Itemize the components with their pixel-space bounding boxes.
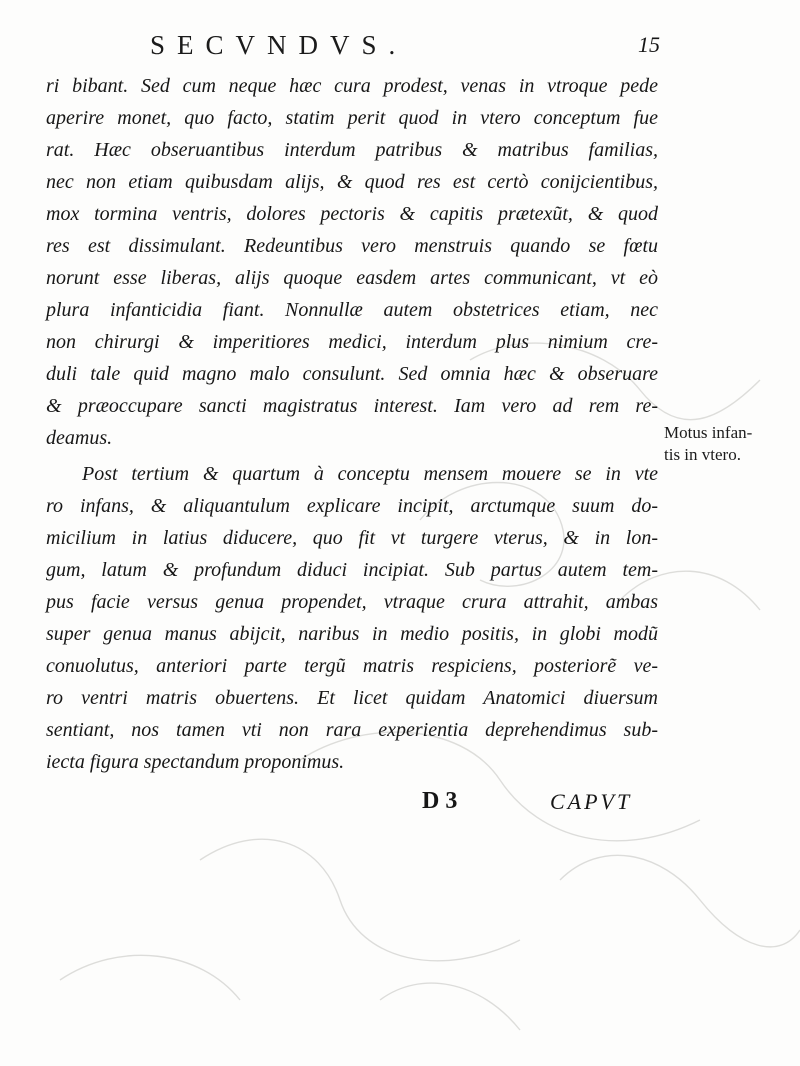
body-text bbox=[46, 70, 658, 778]
text-line: rat. Hæc obseruantibus interdum patribus & matribus familias, bbox=[46, 139, 658, 161]
text-line: conuolutus, anteriori parte tergũ matris respiciens, posteriorẽ ve- bbox=[46, 655, 658, 677]
running-title: SECVNDVS. bbox=[150, 30, 408, 60]
running-head bbox=[120, 20, 660, 70]
text-line: & præoccupare sancti magistratus interest. Iam vero ad rem re- bbox=[46, 395, 658, 417]
signature-mark: D 3 bbox=[422, 788, 458, 814]
marginal-note bbox=[664, 422, 794, 466]
text-line: ro ventri matris obuertens. Et licet quidam Anatomici diuersum bbox=[46, 687, 658, 709]
page-footer bbox=[420, 788, 680, 828]
text-line: ro infans, & aliquantulum explicare incipit, arctumque suum do- bbox=[46, 495, 658, 517]
text-line: non chirurgi & imperitiores medici, interdum plus nimium cre- bbox=[46, 331, 658, 353]
text-line: sentiant, nos tamen vti non rara experientia deprehendimus sub- bbox=[46, 719, 658, 741]
text-line: super genua manus abijcit, naribus in medio positis, in globi modũ bbox=[46, 623, 658, 645]
marginal-note-line: Motus infan- bbox=[664, 423, 753, 442]
text-line: gum, latum & profundum diduci incipiat. Sub partus autem tem- bbox=[46, 559, 658, 581]
text-line: res est dissimulant. Redeuntibus vero menstruis quando se fœtu bbox=[46, 235, 658, 257]
marginal-note-line: tis in vtero. bbox=[664, 445, 741, 464]
text-line: plura infanticidia fiant. Nonnullæ autem obstetrices etiam, nec bbox=[46, 299, 658, 321]
text-line: duli tale quid magno malo consulunt. Sed omnia hæc & obseruare bbox=[46, 363, 658, 385]
text-line: iecta figura spectandum proponimus. bbox=[46, 751, 345, 773]
text-line: micilium in latius diducere, quo fit vt turgere vterus, & in lon- bbox=[46, 527, 658, 549]
text-line: norunt esse liberas, alijs quoque easdem artes communicant, vt eò bbox=[46, 267, 658, 289]
text-line: Post tertium & quartum à conceptu mensem mouere se in vte bbox=[82, 463, 658, 485]
text-line: pus facie versus genua propendet, vtraque crura attrahit, ambas bbox=[46, 591, 658, 613]
page-number: 15 bbox=[638, 32, 660, 57]
text-line: deamus. bbox=[46, 427, 113, 449]
text-line: mox tormina ventris, dolores pectoris & capitis prætexũt, & quod bbox=[46, 203, 658, 225]
text-line: ri bibant. Sed cum neque hæc cura prodest, venas in vtroque pede bbox=[46, 75, 658, 97]
catchword: CAPVT bbox=[550, 789, 633, 814]
text-line: aperire monet, quo facto, statim perit quod in vtero conceptum fue bbox=[46, 107, 658, 129]
text-line: nec non etiam quibusdam alijs, & quod res est certò conijcientibus, bbox=[46, 171, 658, 193]
